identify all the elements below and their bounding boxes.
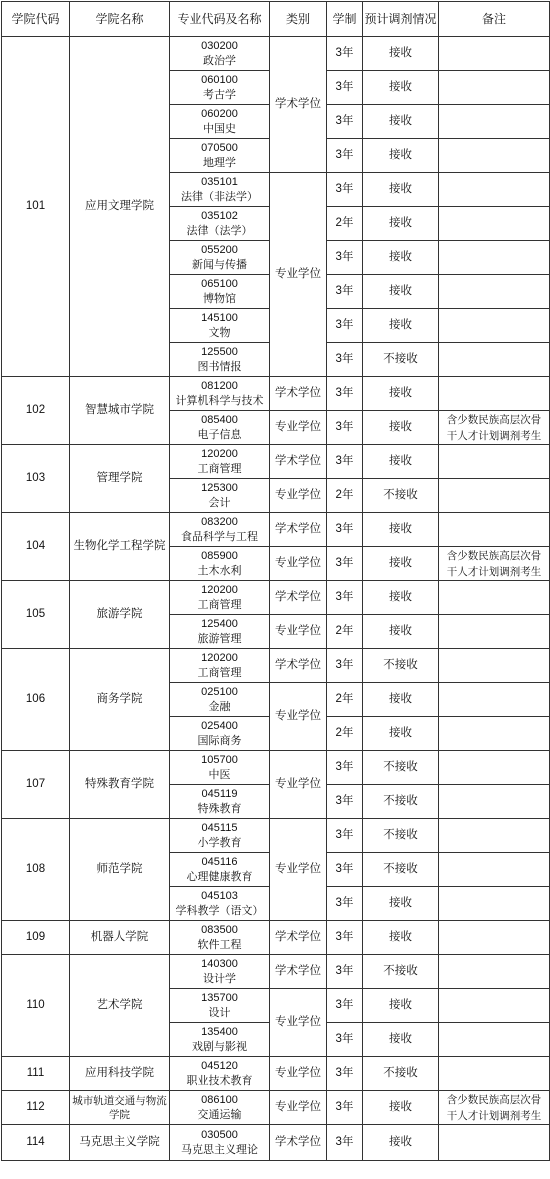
degree-category: 学术学位 xyxy=(270,649,327,683)
major-cell xyxy=(170,785,270,819)
degree-category: 学术学位 xyxy=(270,377,327,411)
study-duration: 3年 xyxy=(327,513,363,547)
college-name: 旅游学院 xyxy=(70,581,170,649)
study-duration: 2年 xyxy=(327,615,363,649)
major-code: 070500 xyxy=(201,141,238,154)
degree-category: 专业学位 xyxy=(270,411,327,445)
study-duration: 2年 xyxy=(327,683,363,717)
table-body xyxy=(2,37,550,1161)
adjustment-table xyxy=(1,1,550,1161)
major-name: 工商管理 xyxy=(197,666,242,679)
major-code: 035101 xyxy=(201,175,238,188)
major-code: 120200 xyxy=(201,447,238,460)
major-cell xyxy=(170,581,270,615)
degree-category: 学术学位 xyxy=(270,581,327,615)
study-duration: 3年 xyxy=(327,1125,363,1161)
major-name: 新闻与传播 xyxy=(192,258,247,271)
major-code: 030200 xyxy=(201,39,238,52)
adjustment-status: 接收 xyxy=(363,887,439,921)
major-name: 法律（非法学） xyxy=(181,190,258,203)
degree-category: 专业学位 xyxy=(270,989,327,1057)
major-code: 125400 xyxy=(201,617,238,630)
study-duration: 3年 xyxy=(327,343,363,377)
major-code: 045116 xyxy=(201,855,238,868)
college-name: 城市轨道交通与物流学院 xyxy=(70,1091,170,1125)
table-row xyxy=(2,513,550,547)
remarks xyxy=(439,343,550,377)
study-duration: 2年 xyxy=(327,479,363,513)
major-code: 105700 xyxy=(201,753,238,766)
major-name: 交通运输 xyxy=(197,1108,242,1121)
remarks xyxy=(439,683,550,717)
remarks xyxy=(439,717,550,751)
study-duration: 3年 xyxy=(327,241,363,275)
adjustment-status: 接收 xyxy=(363,275,439,309)
major-name: 中医 xyxy=(208,768,231,781)
header-category: 类别 xyxy=(270,2,327,37)
adjustment-status: 接收 xyxy=(363,513,439,547)
major-name: 土木水利 xyxy=(197,564,242,577)
major-cell xyxy=(170,411,270,445)
major-cell xyxy=(170,751,270,785)
major-cell xyxy=(170,989,270,1023)
study-duration: 3年 xyxy=(327,955,363,989)
adjustment-status: 接收 xyxy=(363,1023,439,1057)
major-cell xyxy=(170,887,270,921)
major-cell xyxy=(170,717,270,751)
college-code: 108 xyxy=(2,819,70,921)
remarks xyxy=(439,479,550,513)
table-row xyxy=(2,1125,550,1161)
degree-category: 学术学位 xyxy=(270,955,327,989)
major-name: 旅游管理 xyxy=(197,632,242,645)
remarks xyxy=(439,309,550,343)
table-row xyxy=(2,1057,550,1091)
table-row xyxy=(2,921,550,955)
major-name: 软件工程 xyxy=(197,938,242,951)
major-code: 083500 xyxy=(201,923,238,936)
major-code: 140300 xyxy=(201,957,238,970)
degree-category: 专业学位 xyxy=(270,1091,327,1125)
adjustment-status: 接收 xyxy=(363,37,439,71)
study-duration: 3年 xyxy=(327,581,363,615)
major-name: 马克思主义理论 xyxy=(181,1143,258,1156)
major-cell xyxy=(170,241,270,275)
study-duration: 3年 xyxy=(327,309,363,343)
adjustment-status: 不接收 xyxy=(363,343,439,377)
study-duration: 3年 xyxy=(327,1057,363,1091)
remarks xyxy=(439,887,550,921)
adjustment-status: 接收 xyxy=(363,411,439,445)
major-code: 065100 xyxy=(201,277,238,290)
degree-category: 专业学位 xyxy=(270,751,327,819)
degree-category: 专业学位 xyxy=(270,1057,327,1091)
college-name: 特殊教育学院 xyxy=(70,751,170,819)
major-cell xyxy=(170,1091,270,1125)
major-cell xyxy=(170,207,270,241)
major-code: 125300 xyxy=(201,481,238,494)
adjustment-status: 不接收 xyxy=(363,479,439,513)
remarks xyxy=(439,581,550,615)
remarks xyxy=(439,785,550,819)
college-code: 102 xyxy=(2,377,70,445)
adjustment-status: 接收 xyxy=(363,241,439,275)
adjustment-status: 接收 xyxy=(363,1091,439,1125)
study-duration: 2年 xyxy=(327,717,363,751)
study-duration: 3年 xyxy=(327,989,363,1023)
adjustment-status: 接收 xyxy=(363,309,439,343)
remarks xyxy=(439,105,550,139)
major-code: 030500 xyxy=(201,1128,238,1141)
remark-line: 含少数民族高层次骨 xyxy=(446,549,542,562)
major-code: 145100 xyxy=(201,311,238,324)
adjustment-status: 接收 xyxy=(363,377,439,411)
adjustment-status: 不接收 xyxy=(363,751,439,785)
college-code: 114 xyxy=(2,1125,70,1161)
adjustment-status: 接收 xyxy=(363,683,439,717)
major-name: 工商管理 xyxy=(197,598,242,611)
degree-category: 学术学位 xyxy=(270,37,327,173)
major-cell xyxy=(170,853,270,887)
table-row xyxy=(2,649,550,683)
major-name: 图书情报 xyxy=(197,360,242,373)
major-code: 045120 xyxy=(201,1059,238,1072)
adjustment-status: 接收 xyxy=(363,1125,439,1161)
college-code: 109 xyxy=(2,921,70,955)
remarks xyxy=(439,649,550,683)
remarks xyxy=(439,1091,550,1125)
adjustment-status: 接收 xyxy=(363,921,439,955)
remarks xyxy=(439,275,550,309)
study-duration: 3年 xyxy=(327,649,363,683)
study-duration: 3年 xyxy=(327,37,363,71)
adjustment-status: 接收 xyxy=(363,207,439,241)
header-remarks: 备注 xyxy=(439,2,550,37)
adjustment-status: 不接收 xyxy=(363,955,439,989)
adjustment-status: 接收 xyxy=(363,989,439,1023)
study-duration: 3年 xyxy=(327,887,363,921)
major-code: 125500 xyxy=(201,345,238,358)
college-name: 应用文理学院 xyxy=(70,37,170,377)
table-row xyxy=(2,445,550,479)
study-duration: 3年 xyxy=(327,547,363,581)
adjustment-status: 接收 xyxy=(363,717,439,751)
table-row xyxy=(2,581,550,615)
major-cell xyxy=(170,105,270,139)
adjustment-status: 不接收 xyxy=(363,819,439,853)
major-name: 会计 xyxy=(208,496,231,509)
adjustment-status: 接收 xyxy=(363,173,439,207)
major-cell xyxy=(170,921,270,955)
major-cell xyxy=(170,479,270,513)
adjustment-status: 接收 xyxy=(363,105,439,139)
major-name: 设计 xyxy=(208,1006,231,1019)
major-name: 电子信息 xyxy=(197,428,242,441)
major-name: 心理健康教育 xyxy=(186,870,253,883)
adjustment-status: 接收 xyxy=(363,615,439,649)
college-name: 智慧城市学院 xyxy=(70,377,170,445)
major-code: 060100 xyxy=(201,73,238,86)
major-name: 设计学 xyxy=(203,972,236,985)
remark-line: 含少数民族高层次骨 xyxy=(446,413,542,426)
degree-category: 学术学位 xyxy=(270,445,327,479)
adjustment-status: 不接收 xyxy=(363,1057,439,1091)
header-duration: 学制 xyxy=(327,2,363,37)
major-cell xyxy=(170,139,270,173)
study-duration: 3年 xyxy=(327,1023,363,1057)
major-name: 国际商务 xyxy=(197,734,242,747)
major-code: 035102 xyxy=(201,209,238,222)
header-major: 专业代码及名称 xyxy=(170,2,270,37)
major-code: 120200 xyxy=(201,651,238,664)
college-code: 107 xyxy=(2,751,70,819)
major-code: 085400 xyxy=(201,413,238,426)
remarks xyxy=(439,445,550,479)
remarks xyxy=(439,989,550,1023)
major-name: 金融 xyxy=(208,700,231,713)
adjustment-status: 接收 xyxy=(363,581,439,615)
major-cell xyxy=(170,343,270,377)
major-name: 政治学 xyxy=(203,54,236,67)
major-code: 083200 xyxy=(201,515,238,528)
major-cell xyxy=(170,377,270,411)
major-cell xyxy=(170,309,270,343)
header-adjustment-status: 预计调剂情况 xyxy=(363,2,439,37)
remarks xyxy=(439,207,550,241)
degree-category: 专业学位 xyxy=(270,479,327,513)
major-name: 博物馆 xyxy=(203,292,236,305)
college-code: 104 xyxy=(2,513,70,581)
major-name: 地理学 xyxy=(203,156,236,169)
college-name: 应用科技学院 xyxy=(70,1057,170,1091)
major-cell xyxy=(170,445,270,479)
table-row xyxy=(2,955,550,989)
study-duration: 3年 xyxy=(327,1091,363,1125)
remarks xyxy=(439,853,550,887)
remark-line: 干人才计划调剂考生 xyxy=(446,1109,542,1122)
adjustment-status: 接收 xyxy=(363,547,439,581)
study-duration: 3年 xyxy=(327,71,363,105)
remarks xyxy=(439,615,550,649)
study-duration: 3年 xyxy=(327,411,363,445)
remarks xyxy=(439,139,550,173)
remarks xyxy=(439,241,550,275)
header-row xyxy=(2,2,550,37)
remarks xyxy=(439,1125,550,1161)
major-name: 食品科学与工程 xyxy=(181,530,258,543)
table-row xyxy=(2,1091,550,1125)
study-duration: 3年 xyxy=(327,105,363,139)
college-name: 管理学院 xyxy=(70,445,170,513)
study-duration: 2年 xyxy=(327,207,363,241)
study-duration: 3年 xyxy=(327,853,363,887)
major-cell xyxy=(170,1125,270,1161)
remarks xyxy=(439,1057,550,1091)
major-code: 055200 xyxy=(201,243,238,256)
remarks xyxy=(439,173,550,207)
remarks xyxy=(439,411,550,445)
major-code: 120200 xyxy=(201,583,238,596)
major-code: 135700 xyxy=(201,991,238,1004)
remarks xyxy=(439,71,550,105)
remarks xyxy=(439,37,550,71)
header-college-code: 学院代码 xyxy=(2,2,70,37)
remarks xyxy=(439,377,550,411)
major-code: 025400 xyxy=(201,719,238,732)
major-name: 计算机科学与技术 xyxy=(175,394,264,407)
college-code: 101 xyxy=(2,37,70,377)
major-code: 085900 xyxy=(201,549,238,562)
degree-category: 学术学位 xyxy=(270,921,327,955)
table-row xyxy=(2,819,550,853)
major-name: 法律（法学） xyxy=(186,224,253,237)
major-name: 中国史 xyxy=(203,122,236,135)
remarks xyxy=(439,513,550,547)
study-duration: 3年 xyxy=(327,751,363,785)
major-code: 060200 xyxy=(201,107,238,120)
major-name: 学科教学（语文） xyxy=(175,904,264,917)
degree-category: 专业学位 xyxy=(270,683,327,751)
major-cell xyxy=(170,649,270,683)
major-code: 086100 xyxy=(201,1093,238,1106)
college-name: 机器人学院 xyxy=(70,921,170,955)
college-code: 112 xyxy=(2,1091,70,1125)
major-code: 081200 xyxy=(201,379,238,392)
degree-category: 学术学位 xyxy=(270,1125,327,1161)
major-cell xyxy=(170,955,270,989)
major-name: 职业技术教育 xyxy=(186,1074,253,1087)
major-name: 工商管理 xyxy=(197,462,242,475)
major-name: 文物 xyxy=(208,326,231,339)
adjustment-status: 不接收 xyxy=(363,853,439,887)
college-code: 105 xyxy=(2,581,70,649)
remark-line: 干人才计划调剂考生 xyxy=(446,565,542,578)
adjustment-status: 不接收 xyxy=(363,785,439,819)
degree-category: 学术学位 xyxy=(270,513,327,547)
study-duration: 3年 xyxy=(327,445,363,479)
major-code: 045115 xyxy=(201,821,238,834)
major-cell xyxy=(170,71,270,105)
degree-category: 专业学位 xyxy=(270,173,327,377)
major-cell xyxy=(170,683,270,717)
table-row xyxy=(2,751,550,785)
remarks xyxy=(439,547,550,581)
major-name: 小学教育 xyxy=(197,836,242,849)
major-code: 135400 xyxy=(201,1025,238,1038)
college-code: 106 xyxy=(2,649,70,751)
header-college-name: 学院名称 xyxy=(70,2,170,37)
major-cell xyxy=(170,173,270,207)
remarks xyxy=(439,751,550,785)
college-code: 110 xyxy=(2,955,70,1057)
remarks xyxy=(439,955,550,989)
major-code: 025100 xyxy=(201,685,238,698)
major-cell xyxy=(170,275,270,309)
table-row xyxy=(2,377,550,411)
remark-line: 干人才计划调剂考生 xyxy=(446,429,542,442)
remarks xyxy=(439,921,550,955)
major-name: 戏剧与影视 xyxy=(192,1040,247,1053)
college-name: 生物化学工程学院 xyxy=(70,513,170,581)
study-duration: 3年 xyxy=(327,377,363,411)
college-code: 111 xyxy=(2,1057,70,1091)
college-name: 商务学院 xyxy=(70,649,170,751)
degree-category: 专业学位 xyxy=(270,615,327,649)
college-name: 艺术学院 xyxy=(70,955,170,1057)
study-duration: 3年 xyxy=(327,173,363,207)
major-code: 045119 xyxy=(201,787,238,800)
adjustment-status: 接收 xyxy=(363,139,439,173)
major-name: 考古学 xyxy=(203,88,236,101)
major-cell xyxy=(170,615,270,649)
college-name: 马克思主义学院 xyxy=(70,1125,170,1161)
table-row xyxy=(2,37,550,71)
remark-line: 含少数民族高层次骨 xyxy=(446,1093,542,1106)
major-cell xyxy=(170,37,270,71)
major-cell xyxy=(170,513,270,547)
remarks xyxy=(439,819,550,853)
major-code: 045103 xyxy=(201,889,238,902)
study-duration: 3年 xyxy=(327,785,363,819)
degree-category: 专业学位 xyxy=(270,819,327,921)
study-duration: 3年 xyxy=(327,921,363,955)
adjustment-status: 不接收 xyxy=(363,649,439,683)
major-cell xyxy=(170,819,270,853)
major-name: 特殊教育 xyxy=(197,802,242,815)
adjustment-status: 接收 xyxy=(363,445,439,479)
major-cell xyxy=(170,1023,270,1057)
study-duration: 3年 xyxy=(327,275,363,309)
major-cell xyxy=(170,1057,270,1091)
remarks xyxy=(439,1023,550,1057)
major-cell xyxy=(170,547,270,581)
college-code: 103 xyxy=(2,445,70,513)
study-duration: 3年 xyxy=(327,139,363,173)
study-duration: 3年 xyxy=(327,819,363,853)
degree-category: 专业学位 xyxy=(270,547,327,581)
college-name: 师范学院 xyxy=(70,819,170,921)
adjustment-status: 接收 xyxy=(363,71,439,105)
